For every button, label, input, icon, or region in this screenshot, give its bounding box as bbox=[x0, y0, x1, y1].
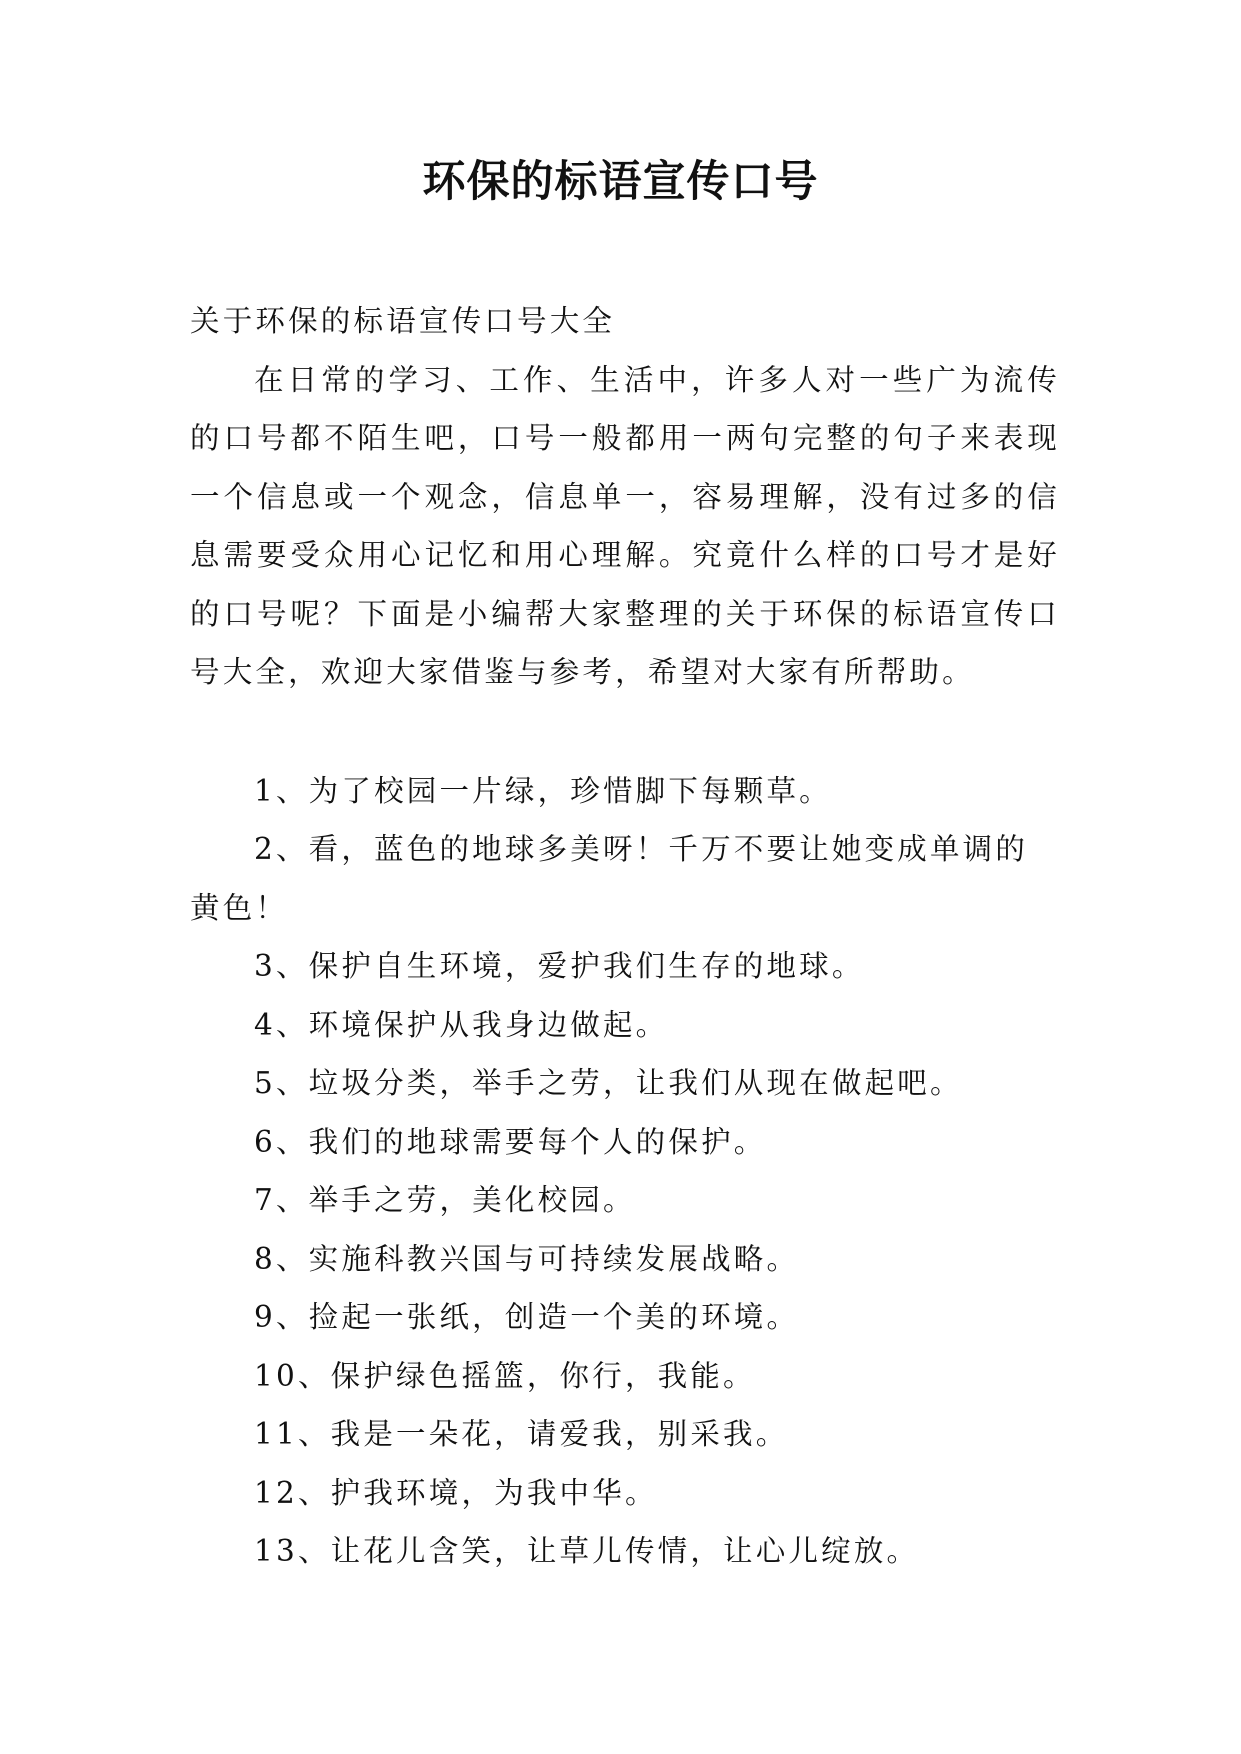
slogan-item: 9、捡起一张纸，创造一个美的环境。 bbox=[254, 1300, 800, 1334]
slogan-item: 1、为了校园一片绿，珍惜脚下每颗草。 bbox=[254, 773, 832, 808]
slogan-item: 2、看，蓝色的地球多美呀！千万不要让她变成单调的黄色！ bbox=[190, 832, 1029, 925]
slogan-item: 4、环境保护从我身边做起。 bbox=[254, 1007, 669, 1042]
slogan-item: 6、我们的地球需要每个人的保护。 bbox=[254, 1124, 767, 1159]
document-body bbox=[190, 292, 1060, 1581]
slogan-item: 11、我是一朵花，请爱我，别采我。 bbox=[254, 1417, 789, 1451]
slogan-item: 10、保护绿色摇篮，你行，我能。 bbox=[254, 1358, 756, 1393]
slogan-item: 5、垃圾分类，举手之劳，让我们从现在做起吧。 bbox=[254, 1066, 963, 1100]
slogan-item: 3、保护自生环境，爱护我们生存的地球。 bbox=[254, 949, 865, 983]
slogan-item: 13、让花儿含笑，让草儿传情，让心儿绽放。 bbox=[254, 1534, 920, 1568]
slogan-item: 7、举手之劳，美化校园。 bbox=[254, 1183, 636, 1217]
slogan-list bbox=[190, 762, 1060, 1581]
slogan-item: 8、实施科教兴国与可持续发展战略。 bbox=[254, 1241, 800, 1276]
intro-paragraph: 在日常的学习、工作、生活中，许多人对一些广为流传的口号都不陌生吧，口号一般都用一两句完整的句子来表现一个信息或一个观念，信息单一，容易理解，没有过多的信息需要受众用心记忆和用心理解。究竟什么样的口号才是好的口号呢？下面是小编帮大家整理的关于环保的标语宣传口号大全，欢迎大家借鉴与参考，希望对大家有所帮助。 bbox=[190, 362, 1060, 689]
document-subtitle: 关于环保的标语宣传口号大全 bbox=[190, 304, 616, 338]
slogan-item: 12、护我环境，为我中华。 bbox=[254, 1475, 658, 1510]
paragraph-spacer bbox=[190, 702, 1060, 762]
document-title: 环保的标语宣传口号 bbox=[422, 157, 819, 207]
